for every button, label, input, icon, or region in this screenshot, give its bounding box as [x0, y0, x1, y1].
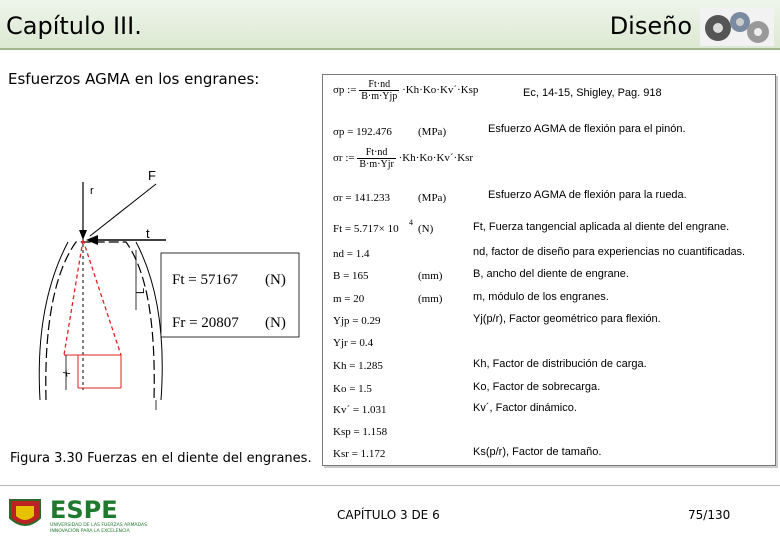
sigma-p-value: σp = 192.476 [333, 126, 392, 138]
param-note: m, módulo de los engranes. [473, 291, 609, 303]
sr-rest: ·Kh·Ko·Kv´·Ksr [398, 152, 474, 165]
param-value: Ft = 5.717× 10 [333, 223, 399, 235]
sigma-p-formula [333, 79, 478, 102]
param-value: Ko = 1.5 [333, 383, 372, 395]
label-r: r [90, 185, 94, 197]
param-note: Yj(p/r), Factor geométrico para flexión. [473, 313, 661, 325]
espe-logo [6, 494, 211, 534]
logo-subtitle-2: INNOVACIÓN PARA LA EXCELENCIA [50, 529, 130, 534]
param-value: nd = 1.4 [333, 248, 370, 260]
label-t: t [146, 226, 150, 241]
fr-value: Fr = 20807 [172, 315, 239, 331]
fr-unit: (N) [265, 315, 286, 331]
sp-rest: ·Kh·Ko·Kv´·Ksp [402, 84, 479, 97]
sigma-r-value: σr = 141.233 [333, 192, 391, 204]
sp-numerator: Ft·nd [359, 79, 399, 91]
section-title: Diseño [609, 12, 692, 40]
ft-value: Ft = 57167 [172, 272, 238, 288]
param-note: Ft, Fuerza tangencial aplicada al diente del engrane. [473, 221, 730, 233]
param-note: Ks(p/r), Factor de tamaño. [473, 446, 602, 458]
label-l: L [135, 287, 147, 294]
param-note: Ko, Factor de sobrecarga. [473, 381, 601, 393]
sigma-p-note: Esfuerzo AGMA de flexión para el pinón. [488, 123, 686, 135]
logo-text: ESPE [50, 496, 118, 524]
param-value: Ksp = 1.158 [333, 426, 388, 438]
label-x: x [60, 366, 73, 380]
page-number: 75/130 [688, 508, 731, 522]
chapter-title: Capítulo III. [6, 12, 142, 40]
param-note: nd, factor de diseño para experiencias no cuantificadas. [473, 246, 746, 258]
sr-lhs: σr := [333, 152, 355, 165]
header-bar [0, 0, 780, 50]
param-exponent: 4 [409, 218, 413, 227]
param-value: Yjp = 0.29 [333, 315, 381, 327]
param-note: Kv´, Factor dinámico. [473, 402, 577, 414]
sr-numerator: Ft·nd [357, 147, 395, 159]
param-value: m = 20 [333, 293, 365, 305]
label-f: F [148, 168, 156, 183]
subtitle: Esfuerzos AGMA en los engranes: [8, 70, 260, 88]
chapter-indicator: CAPÍTULO 3 DE 6 [337, 508, 440, 522]
sr-denominator: B·m·Yjr [359, 159, 394, 170]
param-unit: (mm) [418, 293, 443, 305]
sp-lhs: σp := [333, 84, 357, 97]
sp-denominator: B·m·Yjp [361, 91, 398, 102]
ft-unit: (N) [265, 272, 286, 288]
param-value: Yjr = 0.4 [333, 337, 374, 349]
sp-fraction [359, 79, 399, 102]
sr-fraction [357, 147, 395, 170]
footer-divider [0, 485, 780, 486]
gears-icon [700, 8, 774, 46]
param-value: B = 165 [333, 270, 369, 282]
param-unit: (N) [418, 223, 434, 235]
param-value: Kv´ = 1.031 [333, 404, 387, 416]
logo-subtitle-1: UNIVERSIDAD DE LAS FUERZAS ARMADAS [50, 523, 148, 528]
sigma-r-unit: (MPa) [418, 192, 447, 204]
param-unit: (mm) [418, 270, 443, 282]
agma-calculation-panel [322, 74, 776, 466]
param-value: Kh = 1.285 [333, 360, 383, 372]
tooth-force-diagram [6, 160, 316, 420]
reference: Ec, 14-15, Shigley, Pag. 918 [523, 87, 662, 99]
sigma-r-note: Esfuerzo AGMA de flexión para la rueda. [488, 189, 687, 201]
param-note: B, ancho del diente de engrane. [473, 268, 629, 280]
param-value: Ksr = 1.172 [333, 448, 386, 460]
figure-caption: Figura 3.30 Fuerzas en el diente del engranes. [10, 451, 312, 466]
sigma-p-unit: (MPa) [418, 126, 447, 138]
sigma-r-formula [333, 147, 473, 170]
param-note: Kh, Factor de distribución de carga. [473, 358, 647, 370]
